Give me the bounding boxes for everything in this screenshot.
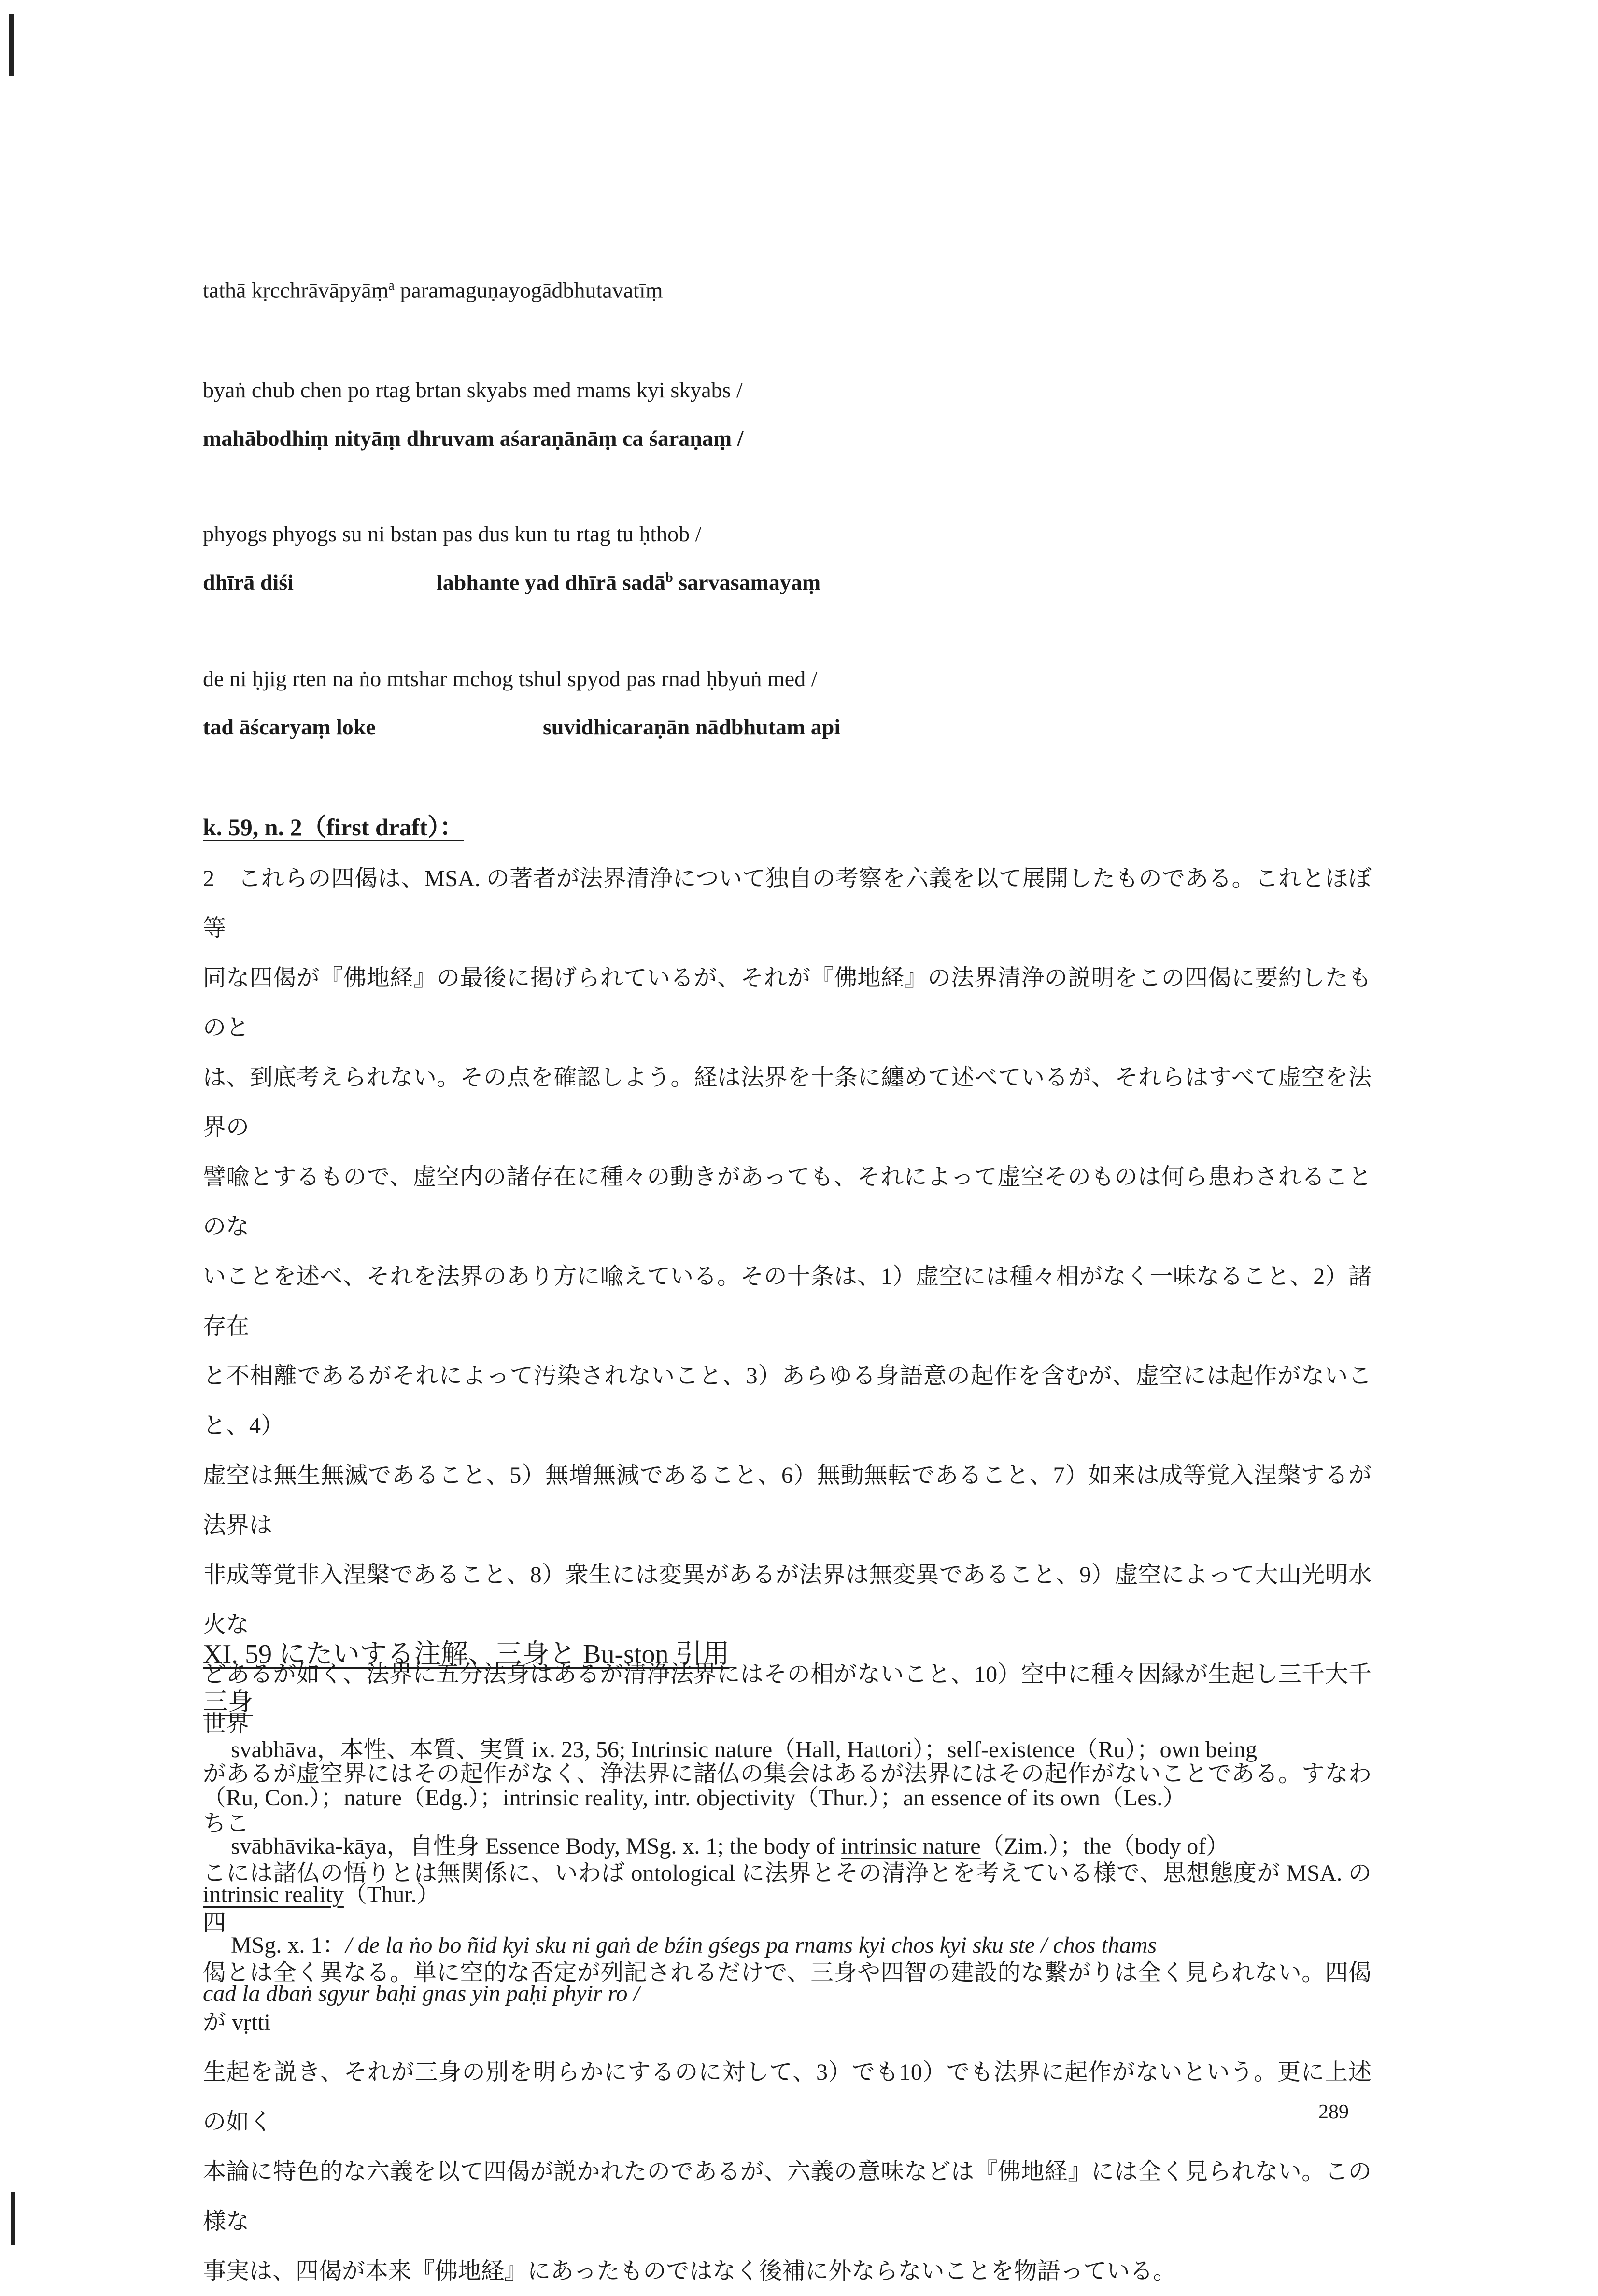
note-line: 本論に特色的な六義を以て四偈が説かれたのであるが、六義の意味などは『佛地経』には全く見られない。この様な xyxy=(203,2159,1372,2234)
msg-quote-line-2: cad la dbaṅ sgyur baḥi gnas yin paḥi phyir ro / xyxy=(203,1981,640,2006)
verse-intro xyxy=(203,279,663,301)
note-line: 偈とは全く異なる。単に空的な否定が列記されるだけで、三身や四智の建設的な繋がりは全く見られない。四偈が vṛtti xyxy=(203,1960,1372,2035)
section-heading: XI. 59 にたいする注解、三身と Bu-ston 引用 xyxy=(203,1639,730,1669)
section-subheading: 三身 xyxy=(203,1689,254,1716)
note-line: いことを述べ、それを法界のあり方に喩えている。その十条は、1）虚空には種々相がなく一味なること、2）諸存在 xyxy=(203,1264,1372,1339)
note-line: 譬喩とするもので、虚空内の諸存在に種々の動きがあっても、それによって虚空そのものは何ら患わされることのな xyxy=(203,1164,1372,1240)
note-line: 生起を説き、それが三身の別を明らかにするのに対して、3）でも10）でも法界に起作がないという。更に上述の如く xyxy=(203,2059,1372,2135)
note-line: があるが虚空界にはその起作がなく、浄法界に諸仏の集会はあるが法界にはその起作がないことである。すなわちこ xyxy=(203,1761,1372,1836)
tibetan-line-2: phyogs phyogs su ni bstan pas dus kun tu rtag tu ḥthob / xyxy=(203,521,702,546)
svabhavika-line-1 xyxy=(231,1835,1229,1858)
note-line: 同な四偈が『佛地経』の最後に掲げられているが、それが『佛地経』の法界清浄の説明をこの四偈に要約したものと xyxy=(203,965,1372,1041)
verse-intro-rest: paramaguṇayogādbhutavatīṃ xyxy=(394,278,663,303)
svabhava-line-1: svabhāva，本性、本質、実質 ix. 23, 56; Intrinsic nature（Hall, Hattori）；self-existence（Ru）；own being xyxy=(231,1737,1257,1762)
note-line: どあるが如く、法界に五分法身はあるが清浄法界にはその相がないこと、10）空中に種々因縁が生起し三千大千世界 xyxy=(203,1662,1372,1737)
note-heading: k. 59, n. 2（first draft）： xyxy=(203,814,464,841)
sanskrit-line-3-a: tad āścaryaṃ loke xyxy=(203,715,376,739)
tibetan-line-1: byaṅ chub chen po rtag brtan skyabs med rnams kyi skyabs / xyxy=(203,378,743,402)
svabhava-line-2: （Ru, Con.）；nature（Edg.）；intrinsic reality, intr. objectivity（Thur.）；an essence of its own（Les.） xyxy=(203,1785,1186,1811)
note-paragraph xyxy=(203,854,1372,2296)
footnote-marker-b: b xyxy=(665,570,673,585)
svabhavika-line-2 xyxy=(203,1883,440,1906)
scan-edge-mark-top xyxy=(9,14,14,76)
note-line: 非成等覚非入涅槃であること、8）衆生には変異があるが法界は無変異であること、9）虚空によって大山光明水火な xyxy=(203,1562,1372,1637)
tibetan-line-3: de ni ḥjig rten na ṅo mtshar mchog tshul spyod pas rnad ḥbyuṅ med / xyxy=(203,666,818,691)
note-line: 2 これらの四偈は、MSA. の著者が法界清浄について独自の考察を六義を以て展開したものである。これとほぼ等 xyxy=(203,866,1372,941)
note-line: 事実は、四偈が本来『佛地経』にあったものではなく後補に外ならないことを物語っている。 xyxy=(203,2258,1176,2284)
svabhavika-line-2-post: （Thur.） xyxy=(343,1882,440,1907)
note-line: 虚空は無生無滅であること、5）無増無減であること、6）無動無転であること、7）如来は成等覚入涅槃するが法界は xyxy=(203,1463,1372,1538)
sanskrit-line-1: mahābodhiṃ nityāṃ dhruvam aśaraṇānāṃ ca śaraṇaṃ / xyxy=(203,426,744,451)
svabhavika-text: svābhāvika-kāya，自性身 Essence Body, MSg. x. 1; the body of xyxy=(231,1833,841,1859)
msg-quote-line-1 xyxy=(231,1934,1157,1957)
sanskrit-line-3-b: suvidhicaraṇān nādbhutam api xyxy=(543,715,841,739)
sanskrit-line-2-b: labhante yad dhīrā sadā$^b$ sarvasamayaṃ xyxy=(437,570,821,595)
intrinsic-reality-term: intrinsic reality xyxy=(203,1882,344,1907)
msg-label: MSg. x. 1： xyxy=(231,1932,346,1958)
msg-quote-text: / de la ṅo bo ñid kyi sku ni gaṅ de bźin gśegs pa rnams kyi chos kyi sku ste / chos thams xyxy=(345,1932,1157,1958)
note-line: と不相離であるがそれによって汚染されないこと、3）あらゆる身語意の起作を含むが、虚空には起作がないこと、4） xyxy=(203,1363,1372,1438)
page-number: 289 xyxy=(1318,2101,1349,2123)
intrinsic-nature-term: intrinsic nature xyxy=(841,1833,981,1859)
footnote-marker-a: a xyxy=(388,278,395,293)
sanskrit-line-2-a: dhīrā diśi xyxy=(203,570,294,594)
note-line: は、到底考えられない。その点を確認しよう。経は法界を十条に纏めて述べているが、それらはすべて虚空を法界の xyxy=(203,1065,1372,1140)
note-line: こには諸仏の悟りとは無関係に、いわば ontological に法界とその清浄とを考えている様で、思想態度が MSA. の四 xyxy=(203,1860,1372,1936)
scan-edge-mark-bottom xyxy=(11,2192,15,2245)
verse-intro-text: tathā kṛcchrāvāpyāṃ xyxy=(203,278,389,303)
svabhavika-text-post: （Zim.）；the（body of） xyxy=(980,1833,1230,1859)
